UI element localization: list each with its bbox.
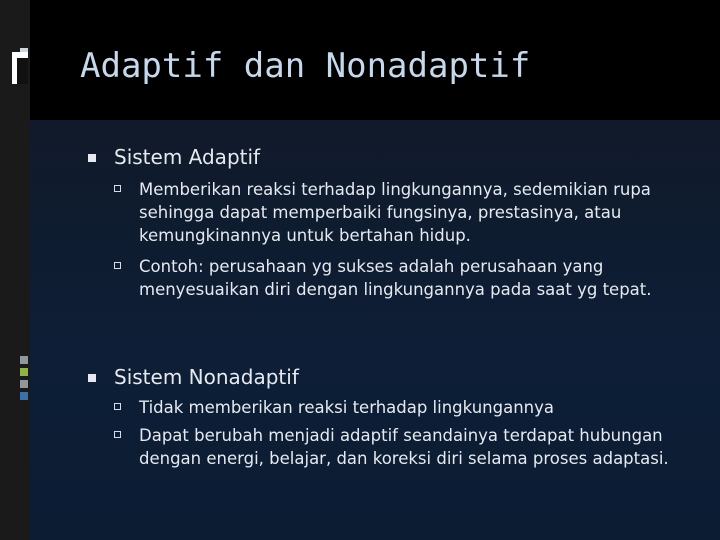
list-item-text: Dapat berubah menjadi adaptif seandainya terdapat hubungan dengan energi, belajar, dan koreksi diri selama proses adaptasi.: [139, 426, 669, 468]
list-item: [114, 178, 674, 247]
list-item: [114, 424, 674, 470]
list-item-text: Contoh: perusahaan yg sukses adalah perusahaan yang menyesuaikan diri dengan lingkungannya pada saat yg tepat.: [139, 257, 652, 299]
hollow-square-bullet-icon: [114, 431, 121, 438]
slide-title: Adaptif dan Nonadaptif: [80, 46, 531, 86]
list-item: [114, 255, 674, 301]
hollow-square-bullet-icon: [114, 185, 121, 192]
decor-mark: [20, 368, 28, 376]
hollow-square-bullet-icon: [114, 262, 121, 269]
decor-mark: [20, 380, 28, 388]
section-heading-label: Sistem Adaptif: [114, 145, 261, 169]
decor-block-inner: [17, 58, 28, 84]
list-item-text: Memberikan reaksi terhadap lingkungannya, sedemikian rupa sehingga dapat memperbaiki fungsinya, prestasinya, atau kemungkinannya untuk bertahan hidup.: [139, 180, 651, 245]
square-bullet-icon: [88, 374, 96, 382]
list-item: [114, 396, 674, 419]
decor-mark: [20, 392, 28, 400]
hollow-square-bullet-icon: [114, 403, 121, 410]
decor-mark: [20, 356, 28, 364]
list-item-text: Tidak memberikan reaksi terhadap lingkungannya: [139, 398, 554, 417]
section-heading-label: Sistem Nonadaptif: [114, 365, 299, 389]
square-bullet-icon: [88, 154, 96, 162]
